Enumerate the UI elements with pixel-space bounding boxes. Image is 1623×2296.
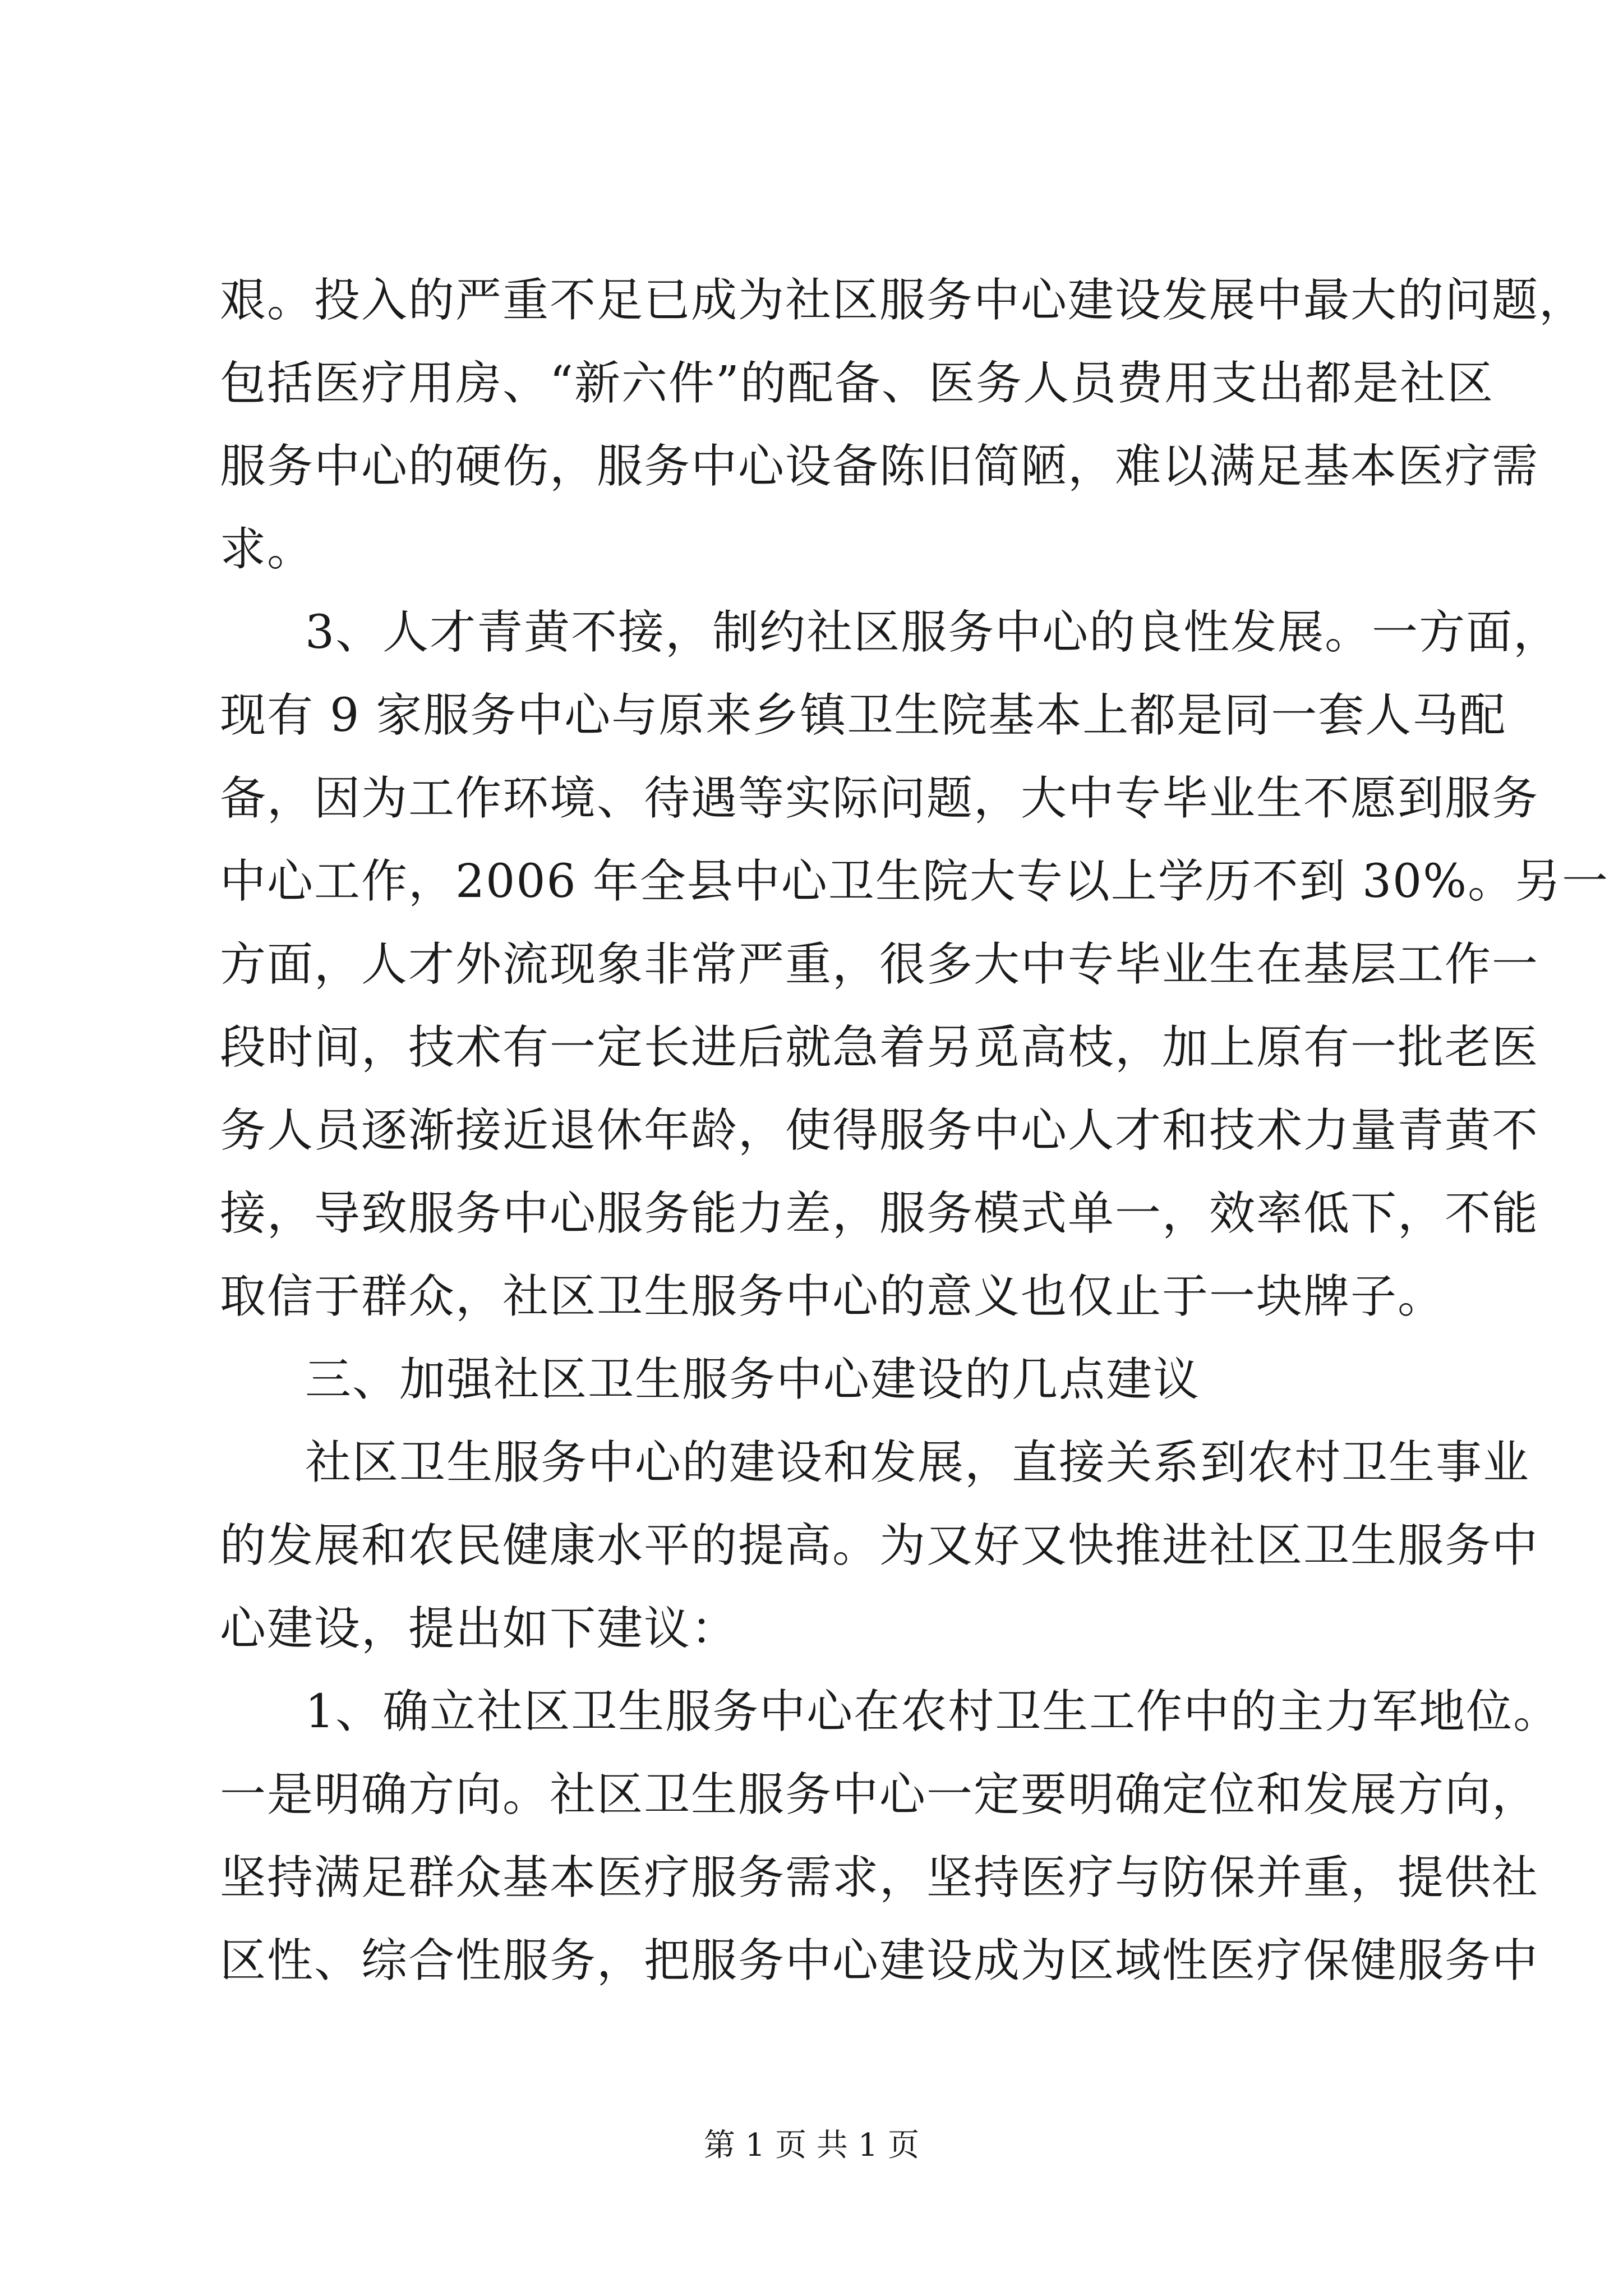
text-line: 心建设，提出如下建议： bbox=[220, 1602, 739, 1655]
paragraph-start-line: 1、确立社区卫生服务中心在农村卫生工作中的主力军地位。 bbox=[305, 1685, 1561, 1738]
page-number: 第 1 页 共 1 页 bbox=[703, 2127, 920, 2164]
text-line: 接，导致服务中心服务能力差，服务模式单一，效率低下，不能 bbox=[220, 1187, 1539, 1240]
text-line: 务人员逐渐接近退休年龄，使得服务中心人才和技术力量青黄不 bbox=[220, 1104, 1539, 1157]
text-line: 包括医疗用房、“新六件”的配备、医务人员费用支出都是社区 bbox=[220, 357, 1494, 410]
text-line: 求。 bbox=[220, 523, 315, 576]
text-line: 中心工作，2006 年全县中心卫生院大专以上学历不到 30%。另一 bbox=[220, 855, 1610, 908]
text-line: 方面，人才外流现象非常严重，很多大中专毕业生在基层工作一 bbox=[220, 938, 1539, 991]
text-line: 区性、综合性服务，把服务中心建设成为区域性医疗保健服务中 bbox=[220, 1934, 1539, 1987]
text-line: 备，因为工作环境、待遇等实际问题，大中专毕业生不愿到服务 bbox=[220, 772, 1539, 825]
text-line: 现有 9 家服务中心与原来乡镇卫生院基本上都是同一套人马配 bbox=[220, 689, 1507, 742]
text-line: 的发展和农民健康水平的提高。为又好又快推进社区卫生服务中 bbox=[220, 1519, 1539, 1572]
text-line: 坚持满足群众基本医疗服务需求，坚持医疗与防保并重，提供社 bbox=[220, 1851, 1539, 1904]
text-line: 服务中心的硬伤，服务中心设备陈旧简陋，难以满足基本医疗需 bbox=[220, 440, 1539, 493]
text-line: 段时间，技术有一定长进后就急着另觅高枝，加上原有一批老医 bbox=[220, 1021, 1539, 1074]
section-heading: 三、加强社区卫生服务中心建设的几点建议 bbox=[305, 1353, 1201, 1406]
text-line: 取信于群众，社区卫生服务中心的意义也仅止于一块牌子。 bbox=[220, 1270, 1445, 1323]
text-line: 艰。投入的严重不足已成为社区服务中心建设发展中最大的问题， bbox=[220, 274, 1587, 327]
text-line: 一是明确方向。社区卫生服务中心一定要明确定位和发展方向， bbox=[220, 1768, 1539, 1821]
body-text bbox=[220, 259, 1610, 2003]
paragraph-start-line: 社区卫生服务中心的建设和发展，直接关系到农村卫生事业 bbox=[305, 1436, 1530, 1489]
paragraph-start-line: 3、人才青黄不接，制约社区服务中心的良性发展。一方面， bbox=[305, 606, 1561, 659]
